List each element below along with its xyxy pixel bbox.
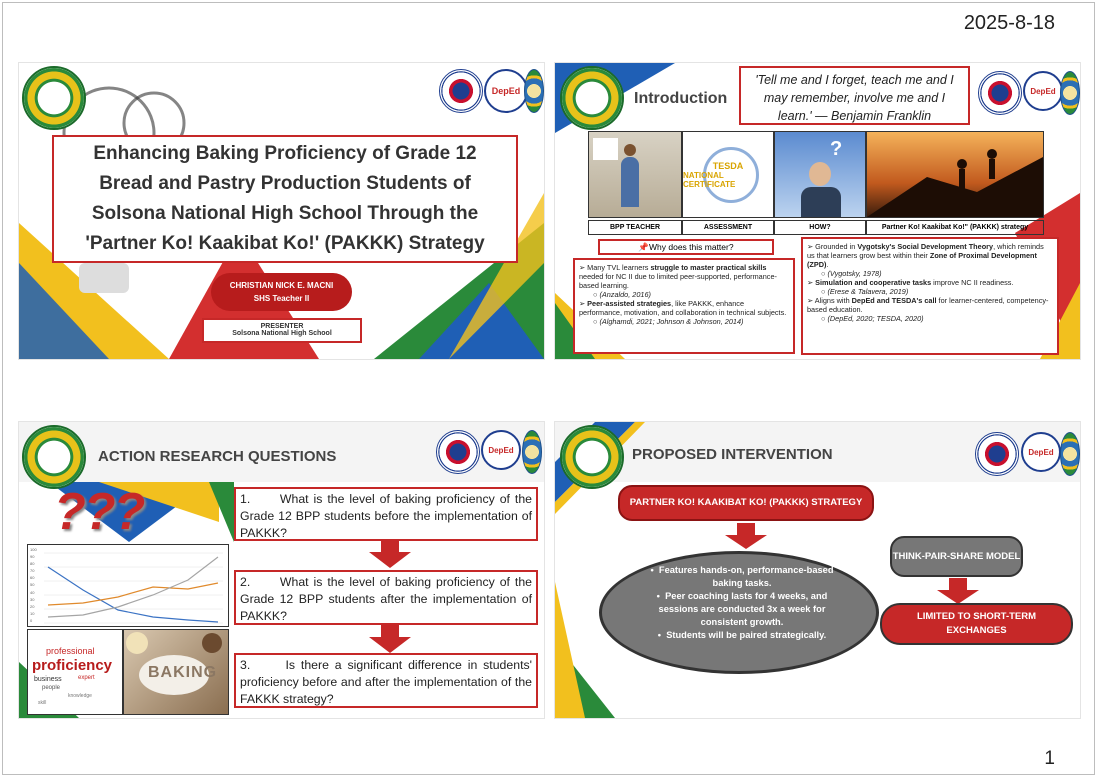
- word-cloud-word: skill: [38, 700, 47, 706]
- slide-proposed-intervention[interactable]: [555, 422, 1080, 718]
- word-cloud-word: knowledge: [68, 693, 92, 699]
- word-cloud-word: professional: [46, 646, 95, 656]
- label-assessment: ASSESSMENT: [682, 220, 774, 235]
- chart-tick-label: 40: [30, 589, 35, 595]
- school-seal-icon: [1060, 71, 1080, 115]
- why-matters-label: Why does this matter?: [649, 242, 734, 252]
- citation: ○ (DepEd, 2020; TESDA, 2020): [821, 314, 924, 323]
- slide-title[interactable]: [19, 63, 544, 359]
- presentation-title: Enhancing Baking Proficiency of Grade 12 Bread and Pastry Production Students of Solsona National High School Through the 'Partner Ko! Kaakibat Ko!' (PAKKK) Strategy: [52, 135, 518, 263]
- limitation-box: LIMITED TO SHORT-TERM EXCHANGES: [880, 603, 1073, 645]
- slide-research-questions[interactable]: [19, 422, 544, 718]
- page-number: 1: [1044, 748, 1055, 769]
- deped-logo-text: DepEd: [491, 86, 521, 96]
- deped-seal-icon: [560, 66, 624, 130]
- question-marks-graphic: ???: [54, 483, 144, 541]
- print-date: 2025-8-18: [963, 12, 1055, 34]
- deped-logo-text: DepEd: [1030, 86, 1056, 96]
- chart-tick-label: 20: [30, 603, 35, 609]
- kagawaran-seal-icon: [436, 430, 480, 474]
- feature-item: • Students will be paired strategically.: [657, 630, 827, 640]
- bpp-teacher-photo: [588, 131, 682, 218]
- word-cloud-word: business: [34, 676, 62, 683]
- silhouette-icon: [867, 132, 1043, 217]
- line-chart-plot: [28, 545, 228, 626]
- left-bullets-box: [573, 258, 795, 354]
- deped-logo-icon: [1021, 432, 1061, 472]
- deped-logo-icon: [1023, 71, 1063, 111]
- deped-logo-text: DepEd: [488, 445, 514, 455]
- down-arrow-icon: [725, 523, 767, 549]
- chart-tick-label: 30: [30, 596, 35, 602]
- left-bullet: ➢ Peer-assisted strategies, like PAKKK, enhance performance, motivation, and collaboration in technical subjects.: [579, 299, 787, 317]
- chart-tick-label: 80: [30, 561, 35, 567]
- chart-tick-label: 60: [30, 575, 35, 581]
- baking-word: BAKING: [148, 664, 218, 681]
- proficiency-word-cloud-image: [27, 629, 123, 715]
- down-arrow-icon: [369, 540, 411, 568]
- citation: ○ (Vygotsky, 1978): [821, 269, 882, 278]
- baking-flour-photo: [123, 629, 229, 715]
- deped-seal-icon: [560, 425, 624, 489]
- school-seal-icon: [1060, 432, 1080, 476]
- down-arrow-icon: [369, 625, 411, 653]
- slide-introduction[interactable]: [555, 63, 1080, 359]
- chart-tick-label: 50: [30, 582, 35, 588]
- deped-logo-text: DepEd: [1028, 447, 1054, 457]
- intervention-features-ellipse: [599, 551, 879, 674]
- citation: ○ (Alghamdi, 2021; Johnson & Johnson, 2014): [593, 317, 744, 326]
- presenter-label: PRESENTER: [260, 323, 304, 330]
- label-pakkk-strategy: Partner Ko! Kaakibat Ko!" (PAKKK) strategy: [866, 220, 1044, 235]
- right-bullet: ➢ Grounded in Vygotsky's Social Development Theory, which reminds us that learners grow best within their Zone of Proximal Development (ZPD).: [807, 242, 1044, 269]
- research-question-1: 1. What is the level of baking proficiency of the Grade 12 BPP students before the implementation of PAKKK?: [234, 487, 538, 541]
- school-seal-icon: [522, 430, 542, 474]
- citation: ○ (Anzaldo, 2016): [593, 290, 651, 299]
- chart-tick-label: 100: [30, 547, 37, 552]
- pin-icon: 📌: [638, 242, 650, 252]
- left-bullet: ➢ Many TVL learners struggle to master practical skills needed for NC II due to limited peer-supported, performance-based learning.: [579, 263, 777, 290]
- question-marks-icon: ?: [830, 138, 843, 160]
- chart-tick-label: 90: [30, 554, 35, 560]
- right-bullet: ➢ Aligns with DepEd and TESDA's call for learner-centered, competency-based education.: [807, 296, 1049, 314]
- chart-tick-label: 70: [30, 568, 35, 574]
- tesda-label: TESDA: [712, 160, 744, 171]
- deped-logo-icon: [484, 69, 528, 113]
- franklin-quote: 'Tell me and I forget, teach me and I may remember, involve me and I learn.' — Benjamin Franklin: [739, 66, 970, 125]
- down-arrow-icon: [937, 578, 979, 604]
- chart-tick-label: 10: [30, 610, 35, 616]
- pakkk-strategy-box: PARTNER KO! KAAKIBAT KO! (PAKKK) STRATEGY: [618, 485, 874, 521]
- kagawaran-seal-icon: [439, 69, 483, 113]
- chart-tick-label: 0: [30, 617, 33, 623]
- school-seal-icon: [524, 69, 544, 113]
- feature-item: • Features hands-on, performance-based baking tasks.: [650, 565, 834, 588]
- research-question-2: 2. What is the level of baking proficiency of the Grade 12 BPP students after the implementation of PAKKK?: [234, 570, 538, 625]
- deped-logo-icon: [481, 430, 521, 470]
- presenter-role: SHS Teacher II: [253, 294, 310, 303]
- label-bpp-teacher: BPP TEACHER: [588, 220, 682, 235]
- confused-person-photo: [774, 131, 866, 218]
- word-cloud-main-word: proficiency: [32, 657, 113, 674]
- presenter-pill: [211, 273, 352, 311]
- tesda-certificate-label: NATIONAL CERTIFICATE: [683, 170, 736, 189]
- slide-title: ACTION RESEARCH QUESTIONS: [98, 448, 337, 465]
- kagawaran-seal-icon: [978, 71, 1022, 115]
- word-cloud-word: expert: [78, 675, 95, 681]
- think-pair-share-box: THINK-PAIR-SHARE MODEL: [890, 536, 1023, 577]
- citation: ○ (Erese & Talavera, 2019): [821, 287, 909, 296]
- research-question-3: 3. Is there a significant difference in students' proficiency before and after the implementation of the FAKKK strategy?: [234, 653, 538, 708]
- line-chart-image: [27, 544, 229, 627]
- kagawaran-seal-icon: [975, 432, 1019, 476]
- word-cloud-word: people: [42, 685, 61, 691]
- deped-seal-icon: [22, 66, 86, 130]
- tesda-certificate-image: [682, 131, 774, 218]
- right-bullets-box: [801, 237, 1059, 355]
- deped-seal-icon: [22, 425, 86, 489]
- why-matters-box: [598, 239, 774, 255]
- helping-hand-silhouette-photo: [866, 131, 1044, 218]
- right-bullet: ➢ Simulation and cooperative tasks improve NC II readiness.: [807, 278, 1014, 287]
- school-name: Solsona National High School: [232, 330, 332, 337]
- label-how: HOW?: [774, 220, 866, 235]
- slide-title: Introduction: [634, 90, 728, 107]
- slide-title: PROPOSED INTERVENTION: [632, 446, 833, 463]
- feature-item: • Peer coaching lasts for 4 weeks, and sessions are conducted 3x a week for consistent growth.: [656, 591, 828, 627]
- presenter-name: CHRISTIAN NICK E. MACNI: [229, 281, 334, 290]
- presenter-box: [202, 318, 362, 343]
